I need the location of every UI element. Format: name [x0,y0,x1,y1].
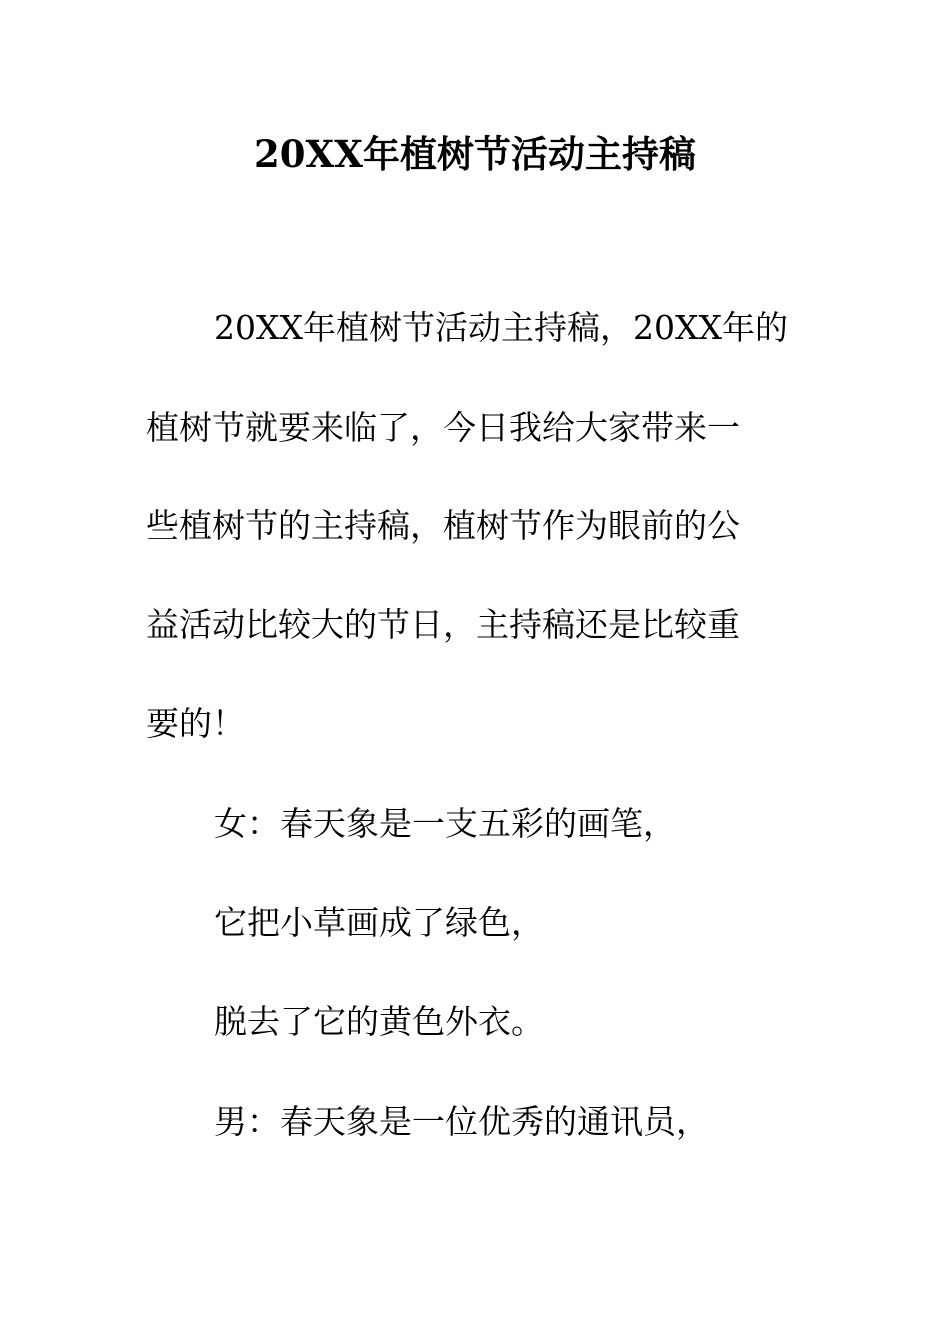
dialogue-line-3: 脱去了它的黄色外衣。 [214,1002,544,1041]
intro-line-2: 植树节就要来临了，今日我给大家带来一 [146,408,740,447]
document-title: 20XX年植树节活动主持稿 [254,132,696,176]
intro-line-3: 些植树节的主持稿，植树节作为眼前的公 [146,506,740,545]
intro-line-5: 要的！ [146,704,245,743]
intro-line-1: 20XX年植树节活动主持稿，20XX年的 [214,308,788,347]
intro-line-4: 益活动比较大的节日，主持稿还是比较重 [146,605,740,644]
dialogue-line-2: 它把小草画成了绿色， [214,903,544,942]
dialogue-line-4: 男：春天象是一位优秀的通讯员， [214,1102,709,1141]
dialogue-line-1: 女：春天象是一支五彩的画笔， [214,804,676,843]
